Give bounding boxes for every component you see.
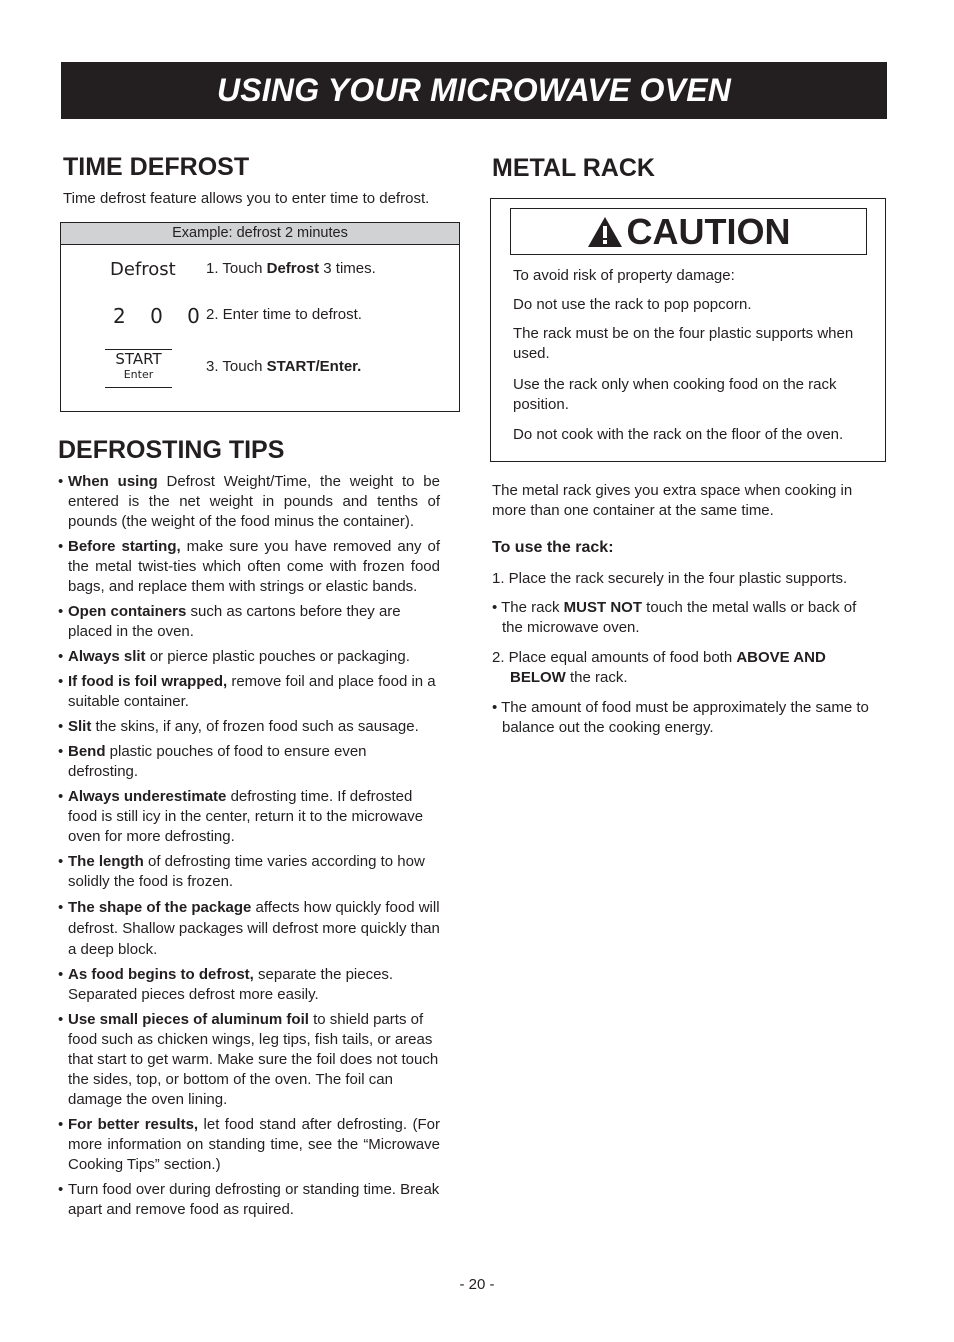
example-header: Example: defrost 2 minutes: [61, 223, 459, 245]
defrost-example-box: [60, 222, 460, 412]
rack-step-2: 2. Place equal amounts of food both ABOVE AND BELOW the rack.: [492, 649, 826, 686]
step-1: 1. Touch Defrost 3 times.: [206, 260, 376, 277]
rack-note-1: • The rack MUST NOT touch the metal walls or back of the microwave oven.: [492, 599, 857, 636]
caution-box: [490, 198, 886, 462]
title-banner: [61, 62, 887, 119]
list-item: • When using Defrost Weight/Time, the weight to be entered is the net weight in pounds and tenths of pounds (the weight of the food minus the container).: [58, 472, 440, 532]
list-item: • Open containers such as cartons before they are placed in the oven.: [58, 602, 440, 642]
caution-line: To avoid risk of property damage:: [513, 267, 735, 284]
list-item: • Before starting, make sure you have removed any of the metal twist-ties which often come with frozen food bags, and replace them with strings or elastic bands.: [58, 537, 440, 597]
list-item: • As food begins to defrost, separate the pieces. Separated pieces defrost more easily.: [58, 965, 440, 1005]
start-enter-key: [105, 349, 172, 388]
rack-description: The metal rack gives you extra space when cooking in more than one container at the same time.: [492, 482, 853, 519]
rack-step-1: 1. Place the rack securely in the four plastic supports.: [492, 570, 848, 587]
list-item: • Use small pieces of aluminum foil to shield parts of food such as chicken wings, leg tips, fish tails, or areas that start to get warm. Make sure the foil does not touch the sides, top, or bottom of the oven. The foil can damage the oven lining.: [58, 1010, 440, 1110]
page-title: USING YOUR MICROWAVE OVEN: [216, 72, 732, 108]
caution-line: Do not use the rack to pop popcorn.: [513, 296, 752, 313]
step-2: 2. Enter time to defrost.: [206, 306, 362, 323]
list-item: • The shape of the package affects how quickly food will defrost. Shallow packages will defrost more quickly than a deep block.: [58, 897, 440, 960]
list-item: • For better results, let food stand after defrosting. (For more information on standing time, see the “Microwave Cooking Tips” section.): [58, 1115, 440, 1175]
caution-line: Do not cook with the rack on the floor of the oven.: [513, 426, 844, 443]
defrosting-tips-list: [58, 472, 440, 1225]
caution-title: [510, 208, 867, 255]
list-item: • If food is foil wrapped, remove foil and place food in a suitable container.: [58, 672, 440, 712]
page-number: - 20 -: [459, 1276, 495, 1293]
list-item: • The length of defrosting time varies according to how solidly the food is frozen.: [58, 852, 440, 892]
list-item: • Always underestimate defrosting time. If defrosted food is still icy in the center, return it to the microwave oven for more defrosting.: [58, 787, 440, 847]
defrosting-tips-heading: DEFROSTING TIPS: [58, 436, 285, 464]
time-defrost-intro: Time defrost feature allows you to enter time to defrost.: [63, 190, 430, 207]
warning-triangle-icon: [587, 216, 623, 248]
enter-key-label: Enter: [123, 368, 154, 381]
caution-line: Use the rack only when cooking food on the rack position.: [513, 376, 837, 413]
display-digits: 2 0 0: [113, 304, 209, 328]
caution-line: The rack must be on the four plastic supports when used.: [513, 325, 854, 362]
start-key-label: START: [115, 350, 162, 368]
list-item: • Slit the skins, if any, of frozen food such as sausage.: [58, 717, 440, 737]
list-item: • Turn food over during defrosting or standing time. Break apart and remove food as rquired.: [58, 1180, 440, 1220]
to-use-heading: To use the rack:: [492, 539, 614, 556]
list-item: • Bend plastic pouches of food to ensure even defrosting.: [58, 742, 440, 782]
step-3: 3. Touch START/Enter.: [206, 358, 362, 375]
metal-rack-heading: METAL RACK: [492, 154, 655, 182]
list-item: • Always slit or pierce plastic pouches or packaging.: [58, 647, 440, 667]
defrost-key-label: Defrost: [110, 259, 176, 280]
rack-note-2: • The amount of food must be approximately the same to balance out the cooking energy.: [492, 699, 869, 736]
time-defrost-heading: TIME DEFROST: [63, 153, 250, 181]
caution-label: CAUTION: [626, 210, 791, 252]
